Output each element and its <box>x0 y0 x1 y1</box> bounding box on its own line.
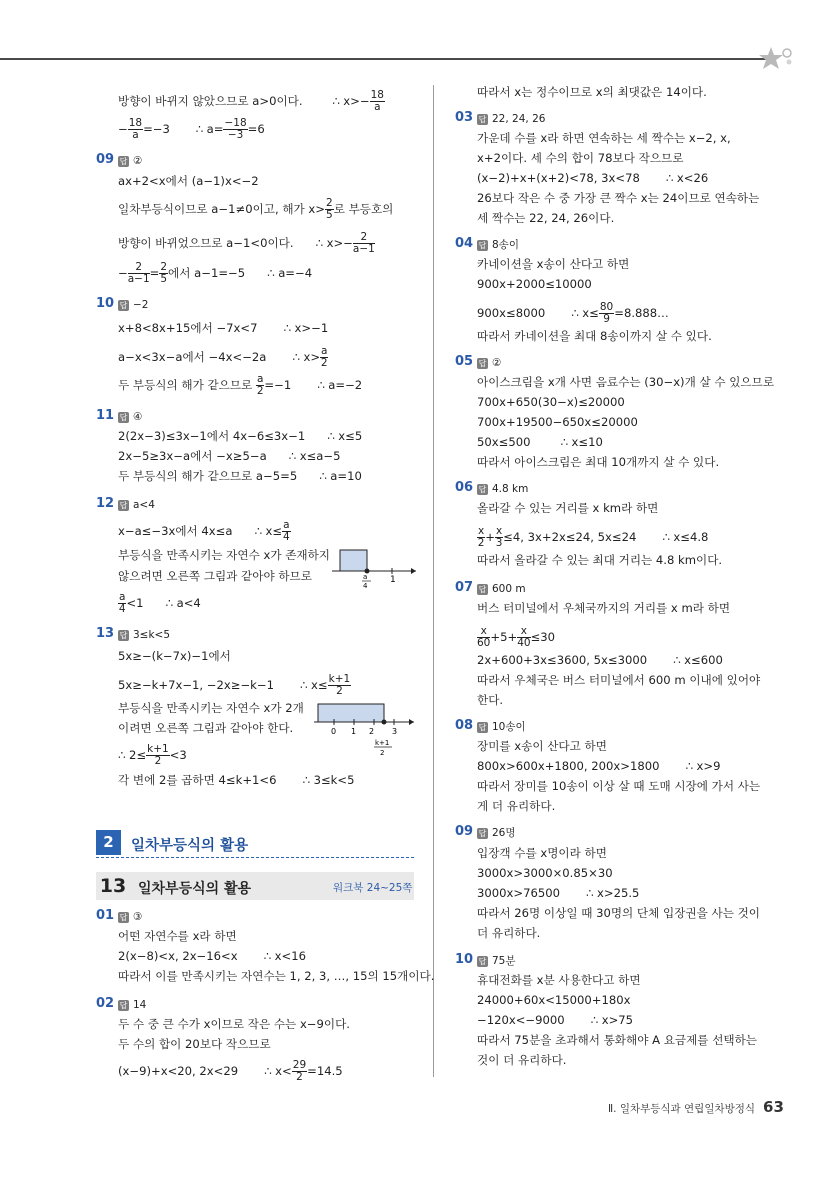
text-line: $\frac{x}{60}$ +5+ $\frac{x}{40}$ ≤30 <box>477 625 556 649</box>
text-line: 것이 더 유리하다. <box>477 1053 567 1067</box>
tick-label: 0 <box>331 727 337 736</box>
problem-number: 03 <box>455 110 474 125</box>
text-line: 일차부등식이므로 a−1≠0이고, 해가 x> $\frac{2}{5}$ 로 부등호의 <box>118 197 394 221</box>
tick-label: k+1 <box>375 739 390 747</box>
text-line: 700x+19500−650x≤20000 <box>477 415 638 429</box>
problem-number: 09 <box>455 824 474 839</box>
problem-number: 09 <box>96 152 115 167</box>
column-divider <box>433 85 434 1077</box>
text-line: 않으려면 오른쪽 그림과 같아야 하므로 <box>118 569 312 583</box>
answer-line: 답 a<4 <box>119 499 155 511</box>
text-line: 방향이 바뀌지 않았으므로 a>0이다. ∴ x>− $\frac{18}{a}$ <box>118 89 384 113</box>
text-line: 한다. <box>477 693 504 707</box>
number-line-figure <box>330 545 420 593</box>
answer-mark-icon: 답 <box>119 413 128 422</box>
text-line: 3000x>3000×0.85×30 <box>477 866 613 880</box>
answer-mark-icon: 답 <box>119 913 128 922</box>
text-line: 2x−5≥3x−a에서 −x≥5−a ∴ x≤a−5 <box>118 449 341 463</box>
answer-line: 답 600 m <box>478 583 526 595</box>
text-line: (x−9)+x<20, 2x<29 ∴ x< $\frac{29}{2}$ =14.5 <box>118 1059 343 1083</box>
answer-mark-icon: 답 <box>478 359 487 368</box>
workbook-ref: 워크북 24~25쪽 <box>333 882 413 894</box>
text-line: − $\frac{2}{a-1}$ = $\frac{2}{5}$ 에서 a−1=−5 ∴ a=−4 <box>118 261 313 285</box>
text-line: 3000x>76500 ∴ x>25.5 <box>477 886 640 900</box>
problem-number: 12 <box>96 496 115 511</box>
text-line: 24000+60x<15000+180x <box>477 993 631 1007</box>
answer-mark-icon: 답 <box>119 301 128 310</box>
text-line: 700x+650(30−x)≤20000 <box>477 395 625 409</box>
text-line: 부등식을 만족시키는 자연수 x가 2개 <box>118 701 304 715</box>
text-line: 어떤 자연수를 x라 하면 <box>118 929 237 943</box>
answer-line: 답 ② <box>478 357 502 369</box>
text-line: 따라서 이를 만족시키는 자연수는 1, 2, 3, …, 15의 15개이다. <box>118 969 435 983</box>
tick-label: 2 <box>380 749 385 757</box>
text-line: a−x<3x−a에서 −4x<−2a ∴ x> $\frac{a}{2}$ <box>118 345 328 369</box>
problem-number: 01 <box>96 908 115 923</box>
answer-line: 답 10송이 <box>478 721 526 733</box>
problem-number: 11 <box>96 408 115 423</box>
section-number-badge: 2 <box>96 830 121 855</box>
answer-mark-icon: 답 <box>478 115 487 124</box>
text-line: 가운데 수를 x라 하면 연속하는 세 짝수는 x−2, x, <box>477 131 731 145</box>
answer-mark-icon: 답 <box>478 829 487 838</box>
text-line: 세 짝수는 22, 24, 26이다. <box>477 211 615 225</box>
tick-label: 3 <box>392 727 398 736</box>
text-line: 두 부등식의 해가 같으므로 $\frac{a}{2}$ =−1 ∴ a=−2 <box>118 373 363 397</box>
text-line: 5x≥−(k−7x)−1에서 <box>118 649 231 663</box>
text-line: x+2이다. 세 수의 합이 78보다 작으므로 <box>477 151 684 165</box>
page-number: 63 <box>763 1098 784 1116</box>
answer-mark-icon: 답 <box>478 585 487 594</box>
text-line: (x−2)+x+(x+2)<78, 3x<78 ∴ x<26 <box>477 171 709 185</box>
text-line: $\frac{x}{2}$ + $\frac{x}{3}$ ≤4, 3x+2x≤24, 5x≤24 ∴ x≤4.8 <box>477 525 709 549</box>
problem-number: 13 <box>96 626 115 641</box>
tick-label: a <box>363 573 368 581</box>
text-line: 따라서 장미를 10송이 이상 살 때 도매 시장에 가서 사는 <box>477 779 761 793</box>
answer-line: 답 3≤k<5 <box>119 629 171 641</box>
answer-line: 답 ④ <box>119 411 143 423</box>
text-line: 이려면 오른쪽 그림과 같아야 한다. <box>118 721 294 735</box>
answer-mark-icon: 답 <box>478 241 487 250</box>
answer-mark-icon: 답 <box>119 1001 128 1010</box>
tick-label: 4 <box>363 582 368 590</box>
text-line: 두 수의 합이 20보다 작으므로 <box>118 1037 271 1051</box>
problem-number: 05 <box>455 354 474 369</box>
problem-number: 10 <box>455 952 474 967</box>
section-divider <box>96 857 414 858</box>
header-rule <box>0 58 768 60</box>
answer-mark-icon: 답 <box>119 631 128 640</box>
text-line: 부등식을 만족시키는 자연수 x가 존재하지 <box>118 548 330 562</box>
answer-line: 답 26명 <box>478 827 516 839</box>
text-line: 2x+600+3x≤3600, 5x≤3000 ∴ x≤600 <box>477 653 723 667</box>
answer-line: 답 14 <box>119 999 147 1011</box>
text-line: 2(x−8)<x, 2x−16<x ∴ x<16 <box>118 949 306 963</box>
text-line: 더 유리하다. <box>477 926 541 940</box>
text-line: 두 부등식의 해가 같으므로 a−5=5 ∴ a=10 <box>118 469 362 483</box>
answer-mark-icon: 답 <box>119 501 128 510</box>
text-line: 게 더 유리하다. <box>477 799 556 813</box>
text-line: 따라서 카네이션을 최대 8송이까지 살 수 있다. <box>477 329 712 343</box>
text-line: 따라서 우체국은 버스 터미널에서 600 m 이내에 있어야 <box>477 673 761 687</box>
chapter-title: Ⅱ. 일차부등식과 연립일차방정식 <box>608 1103 756 1115</box>
text-line: 900x+2000≤10000 <box>477 277 592 291</box>
text-line: 버스 터미널에서 우체국까지의 거리를 x m라 하면 <box>477 601 731 615</box>
fraction: $\frac{18}{a}$ <box>370 89 384 113</box>
answer-mark-icon: 답 <box>478 957 487 966</box>
text-line: 2(2x−3)≤3x−1에서 4x−6≤3x−1 ∴ x≤5 <box>118 429 363 443</box>
text-line: 따라서 올라갈 수 있는 최대 거리는 4.8 km이다. <box>477 553 723 567</box>
text-line: 5x≥−k+7x−1, −2x≥−k−1 ∴ x≤ $\frac{k+1}{2}$ <box>118 673 351 697</box>
problem-number: 06 <box>455 480 474 495</box>
text-line: 두 수 중 큰 수가 x이므로 작은 수는 x−9이다. <box>118 1017 350 1031</box>
text-line: 900x≤8000 ∴ x≤ $\frac{80}{9}$ =8.888… <box>477 301 669 325</box>
answer-line: 답 ② <box>119 155 143 167</box>
text-line: 따라서 아이스크림은 최대 10개까지 살 수 있다. <box>477 455 720 469</box>
answer-line: 답 22, 24, 26 <box>478 113 546 125</box>
text-line: 휴대전화를 x분 사용한다고 하면 <box>477 973 641 987</box>
text-line: ∴ 2≤ $\frac{k+1}{2}$ <3 <box>118 743 187 767</box>
text-line: 따라서 26명 이상일 때 30명의 단체 입장권을 사는 것이 <box>477 906 760 920</box>
text-line: 방향이 바뀌었으므로 a−1<0이다. ∴ x>− $\frac{2}{a-1}$ <box>118 231 375 255</box>
text-line: 입장객 수를 x명이라 하면 <box>477 846 607 860</box>
answer-line: 답 75분 <box>478 955 516 967</box>
answer-line: 답 8송이 <box>478 239 519 251</box>
text-line: 각 변에 2를 곱하면 4≤k+1<6 ∴ 3≤k<5 <box>118 773 355 787</box>
tick-label: 1 <box>390 575 396 585</box>
answer-mark-icon: 답 <box>478 485 487 494</box>
problem-number: 10 <box>96 296 115 311</box>
text-line: $\frac{a}{4}$ <1 ∴ a<4 <box>118 591 201 615</box>
text-line: 따라서 75분을 초과해서 통화해야 A 요금제를 선택하는 <box>477 1033 757 1047</box>
unit-title: 일차부등식의 활용 <box>138 881 252 897</box>
text-line: 카네이션을 x송이 산다고 하면 <box>477 257 630 271</box>
text-line: x−a≤−3x에서 4x≤a ∴ x≤ $\frac{a}{4}$ <box>118 519 290 543</box>
text-line: ax+2<x에서 (a−1)x<−2 <box>118 174 259 188</box>
text-line: 따라서 x는 정수이므로 x의 최댓값은 14이다. <box>477 85 707 99</box>
answer-mark-icon: 답 <box>478 723 487 732</box>
answer-line: 답 ③ <box>119 911 143 923</box>
problem-number: 02 <box>96 996 115 1011</box>
answer-mark-icon: 답 <box>119 157 128 166</box>
section-title: 일차부등식의 활용 <box>131 838 249 854</box>
problem-number: 08 <box>455 718 474 733</box>
text-line: 아이스크림을 x개 사면 음료수는 (30−x)개 살 수 있으므로 <box>477 375 775 389</box>
problem-number: 04 <box>455 236 474 251</box>
number-line-figure <box>312 700 418 762</box>
text-line: 26보다 작은 수 중 가장 큰 짝수 x는 24이므로 연속하는 <box>477 191 760 205</box>
text-line: 800x>600x+1800, 200x>1800 ∴ x>9 <box>477 759 721 773</box>
text-line: − $\frac{18}{a}$ =−3 ∴ a= $\frac{-18}{-3}$ =6 <box>118 117 265 141</box>
text-line: −120x<−9000 ∴ x>75 <box>477 1013 634 1027</box>
answer-line: 답 −2 <box>119 299 149 311</box>
tick-label: 1 <box>351 727 357 736</box>
text-line: 장미를 x송이 산다고 하면 <box>477 739 607 753</box>
problem-number: 07 <box>455 580 474 595</box>
tick-label: 2 <box>369 727 375 736</box>
star-icon <box>757 43 797 73</box>
unit-number: 13 <box>99 875 127 897</box>
text-line: 50x≤500 ∴ x≤10 <box>477 435 603 449</box>
text-line: 올라갈 수 있는 거리를 x km라 하면 <box>477 501 659 515</box>
text-line: x+8<8x+15에서 −7x<7 ∴ x>−1 <box>118 321 329 335</box>
page-footer <box>608 1098 784 1116</box>
answer-line: 답 4.8 km <box>478 483 529 495</box>
